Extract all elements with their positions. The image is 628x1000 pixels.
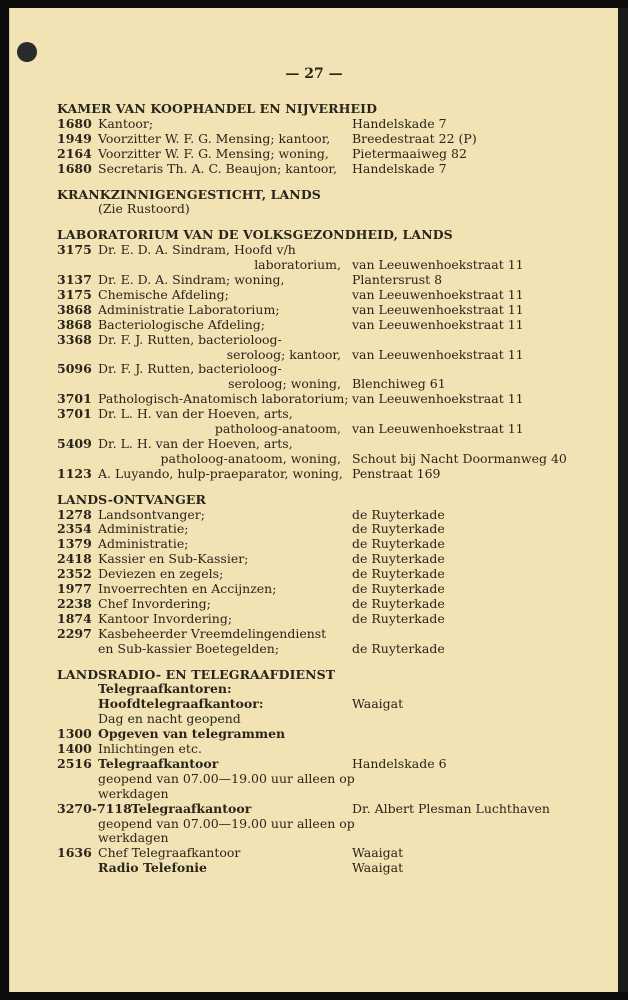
phone-number: 1400 <box>57 741 92 756</box>
directory-entry <box>0 146 628 161</box>
phone-number: 2164 <box>57 145 92 161</box>
entry-description: Deviezen en zegels; <box>98 566 224 582</box>
entry-description: Administratie Laboratorium; <box>98 301 280 317</box>
phone-number: 3701 <box>57 406 92 422</box>
directory-entry <box>0 302 628 317</box>
directory-entry <box>0 771 628 786</box>
subheading: Hoofdtelegraafkantoor: <box>98 696 264 712</box>
directory-entry <box>0 361 628 376</box>
entry-description: patholoog-anatoom, woning, <box>160 450 341 466</box>
directory-entry <box>0 801 628 816</box>
entry-description: seroloog; kantoor, <box>226 346 341 362</box>
section-heading: KAMER VAN KOOPHANDEL EN NIJVERHEID <box>57 101 378 116</box>
entry-address: van Leeuwenhoekstraat 11 <box>352 346 524 362</box>
entry-description: Secretaris Th. A. C. Beaujon; kantoor, <box>98 160 337 176</box>
entry-description: Chemische Afdeling; <box>98 286 229 302</box>
directory-entry <box>0 421 628 436</box>
entry-description: Inlichtingen etc. <box>98 741 202 756</box>
entry-description: Chef Invordering; <box>98 595 211 611</box>
entry-address: van Leeuwenhoekstraat 11 <box>352 286 524 302</box>
phone-number: 2238 <box>57 595 92 611</box>
section-heading-row <box>0 187 628 202</box>
entry-description: geopend van 07.00—19.00 uur alleen op <box>98 815 355 831</box>
entry-description: werkdagen <box>98 785 169 801</box>
directory-entry <box>0 786 628 801</box>
directory-entry <box>0 596 628 611</box>
directory-entry <box>0 845 628 860</box>
entry-description: Telegraafkantoor <box>131 800 252 816</box>
section-heading: KRANKZINNIGENGESTICHT, LANDS <box>57 186 321 202</box>
section-heading: LABORATORIUM VAN DE VOLKSGEZONDHEID, LANDS <box>57 227 453 243</box>
directory-entry <box>0 391 628 406</box>
entry-address: Blenchiweg 61 <box>352 376 446 392</box>
section-heading-row <box>0 667 628 682</box>
phone-number: 2352 <box>57 566 92 582</box>
entry-description: Voorzitter W. F. G. Mensing; woning, <box>98 145 329 161</box>
directory-entry <box>0 451 628 466</box>
phone-number: 5096 <box>57 361 92 377</box>
entry-description: Dr. E. D. A. Sindram; woning, <box>98 272 285 287</box>
entry-description: Administratie; <box>98 521 189 537</box>
phone-number: 1874 <box>57 610 92 626</box>
entry-address: Waaigat <box>352 696 404 712</box>
section-heading-row <box>0 492 628 507</box>
entry-description: laboratorium, <box>254 257 341 273</box>
directory-entry <box>0 641 628 656</box>
entry-address: Breedestraat 22 (P) <box>352 130 477 146</box>
entry-address: van Leeuwenhoekstraat 11 <box>352 391 524 407</box>
entry-address: de Ruyterkade <box>352 506 445 522</box>
phone-number: 2297 <box>57 625 92 641</box>
entry-address: van Leeuwenhoekstraat 11 <box>352 301 524 317</box>
directory-entry <box>0 551 628 566</box>
directory-entry <box>0 756 628 771</box>
entry-description: Invoerrechten en Accijnzen; <box>98 581 277 596</box>
entry-address: Schout bij Nacht Doormanweg 40 <box>352 450 567 466</box>
directory-entry <box>0 131 628 146</box>
directory-entry <box>0 581 628 596</box>
phone-number: 1278 <box>57 506 92 522</box>
phone-number: 1379 <box>57 536 92 552</box>
directory-entry <box>0 611 628 626</box>
section-heading-row <box>0 101 628 116</box>
entry-description: Kasbeheerder Vreemdelingendienst <box>98 625 327 641</box>
entry-address: van Leeuwenhoekstraat 11 <box>352 421 524 436</box>
directory-entry <box>0 242 628 257</box>
directory-entry <box>0 507 628 522</box>
note-row <box>0 201 628 216</box>
phone-number: 3137 <box>57 272 92 287</box>
phone-number: 3368 <box>57 331 92 347</box>
phone-number: 1949 <box>57 130 92 146</box>
directory-entry <box>0 257 628 272</box>
directory-entry <box>0 376 628 391</box>
phone-number: 3270-7118 <box>57 800 132 816</box>
section-heading: LANDSRADIO- EN TELEGRAAFDIENST <box>57 666 336 682</box>
entry-address: de Ruyterkade <box>352 610 445 626</box>
directory-entry <box>0 272 628 287</box>
entry-address: Waaigat <box>352 845 404 861</box>
entry-description: A. Luyando, hulp-praeparator, woning, <box>98 465 343 481</box>
phone-number: 3175 <box>57 242 92 258</box>
directory-entry <box>0 816 628 831</box>
entry-description: Dr. F. J. Rutten, bacterioloog- <box>98 331 282 347</box>
entry-description: Dr. L. H. van der Hoeven, arts, <box>98 435 293 451</box>
entry-description: Dr. E. D. A. Sindram, Hoofd v/h <box>98 242 296 258</box>
page-number: — 27 — <box>285 66 343 82</box>
entry-description: Kantoor; <box>98 115 154 131</box>
entry-description: Kantoor Invordering; <box>98 610 233 626</box>
entry-description: Bacteriologische Afdeling; <box>98 316 266 332</box>
subheading: Telegraafkantoren: <box>98 681 232 697</box>
entry-description: Voorzitter W. F. G. Mensing; kantoor, <box>98 130 331 146</box>
entry-address: de Ruyterkade <box>352 595 445 611</box>
entry-address: de Ruyterkade <box>352 640 445 656</box>
entry-address: Handelskade 7 <box>352 160 447 176</box>
entry-address: de Ruyterkade <box>352 521 445 537</box>
entry-address: Handelskade 7 <box>352 115 447 131</box>
entry-address: de Ruyterkade <box>352 581 445 596</box>
phone-number: 1300 <box>57 726 92 742</box>
directory-entry <box>0 317 628 332</box>
phone-number: 1680 <box>57 115 92 131</box>
phone-number: 1123 <box>57 465 92 481</box>
directory-entry <box>0 566 628 581</box>
entry-description: Administratie; <box>98 536 189 552</box>
directory-entry <box>0 521 628 536</box>
phone-number: 2516 <box>57 755 92 771</box>
entry-description: Kassier en Sub-Kassier; <box>98 551 249 567</box>
entry-description: en Sub-kassier Boetegelden; <box>98 640 280 656</box>
directory-entry <box>0 536 628 551</box>
entry-description: seroloog; woning, <box>228 376 341 392</box>
entry-description: Telegraafkantoor <box>98 755 219 771</box>
entry-address: Penstraat 169 <box>352 465 441 481</box>
entry-description: Dag en nacht geopend <box>98 711 241 727</box>
section-note: (Zie Rustoord) <box>98 201 190 217</box>
entry-description: Pathologisch-Anatomisch laboratorium; <box>98 391 349 407</box>
entry-address: Handelskade 6 <box>352 755 447 771</box>
phone-number: 3868 <box>57 301 92 317</box>
directory-entry <box>0 860 628 875</box>
phone-number: 3175 <box>57 286 92 302</box>
directory-entry <box>0 406 628 421</box>
entry-address: de Ruyterkade <box>352 536 445 552</box>
phone-number: 2354 <box>57 521 92 537</box>
entry-description: Opgeven van telegrammen <box>98 726 286 742</box>
entry-address: de Ruyterkade <box>352 566 445 582</box>
directory-entry <box>0 347 628 362</box>
entry-description: Landsontvanger; <box>98 506 205 522</box>
phone-number: 2418 <box>57 551 92 567</box>
subheading-row <box>0 681 628 696</box>
phone-number: 3868 <box>57 316 92 332</box>
directory-entry <box>0 436 628 451</box>
entry-description: Dr. L. H. van der Hoeven, arts, <box>98 406 293 422</box>
section-heading-row <box>0 227 628 242</box>
directory-entry <box>0 332 628 347</box>
phone-number: 3701 <box>57 391 92 407</box>
directory-entry <box>0 116 628 131</box>
directory-entry <box>0 626 628 641</box>
directory-entry <box>0 741 628 756</box>
phone-number: 5409 <box>57 435 92 451</box>
entry-address: van Leeuwenhoekstraat 11 <box>352 257 524 273</box>
directory-entry <box>0 466 628 481</box>
entry-description: geopend van 07.00—19.00 uur alleen op <box>98 770 355 786</box>
directory-entry <box>0 287 628 302</box>
phone-number: 1977 <box>57 581 92 596</box>
subheading-row <box>0 696 628 711</box>
phone-number: 1680 <box>57 160 92 176</box>
entry-address: Dr. Albert Plesman Luchthaven <box>352 800 550 816</box>
entry-description: Radio Telefonie <box>98 860 207 876</box>
entry-address: de Ruyterkade <box>352 551 445 567</box>
entry-address: Plantersrust 8 <box>352 272 443 287</box>
entry-address: van Leeuwenhoekstraat 11 <box>352 316 524 332</box>
entry-description: Dr. F. J. Rutten, bacterioloog- <box>98 361 282 377</box>
entry-address: Waaigat <box>352 860 404 876</box>
entry-description: patholoog-anatoom, <box>214 421 341 436</box>
directory-entry <box>0 161 628 176</box>
section-heading: LANDS-ONTVANGER <box>57 491 206 507</box>
entry-address: Pietermaaiweg 82 <box>352 145 467 161</box>
directory-entry <box>0 726 628 741</box>
directory-entry <box>0 830 628 845</box>
phone-number: 1636 <box>57 845 92 861</box>
note-row <box>0 711 628 726</box>
entry-description: Chef Telegraafkantoor <box>98 845 241 861</box>
entry-description: werkdagen <box>98 830 169 846</box>
